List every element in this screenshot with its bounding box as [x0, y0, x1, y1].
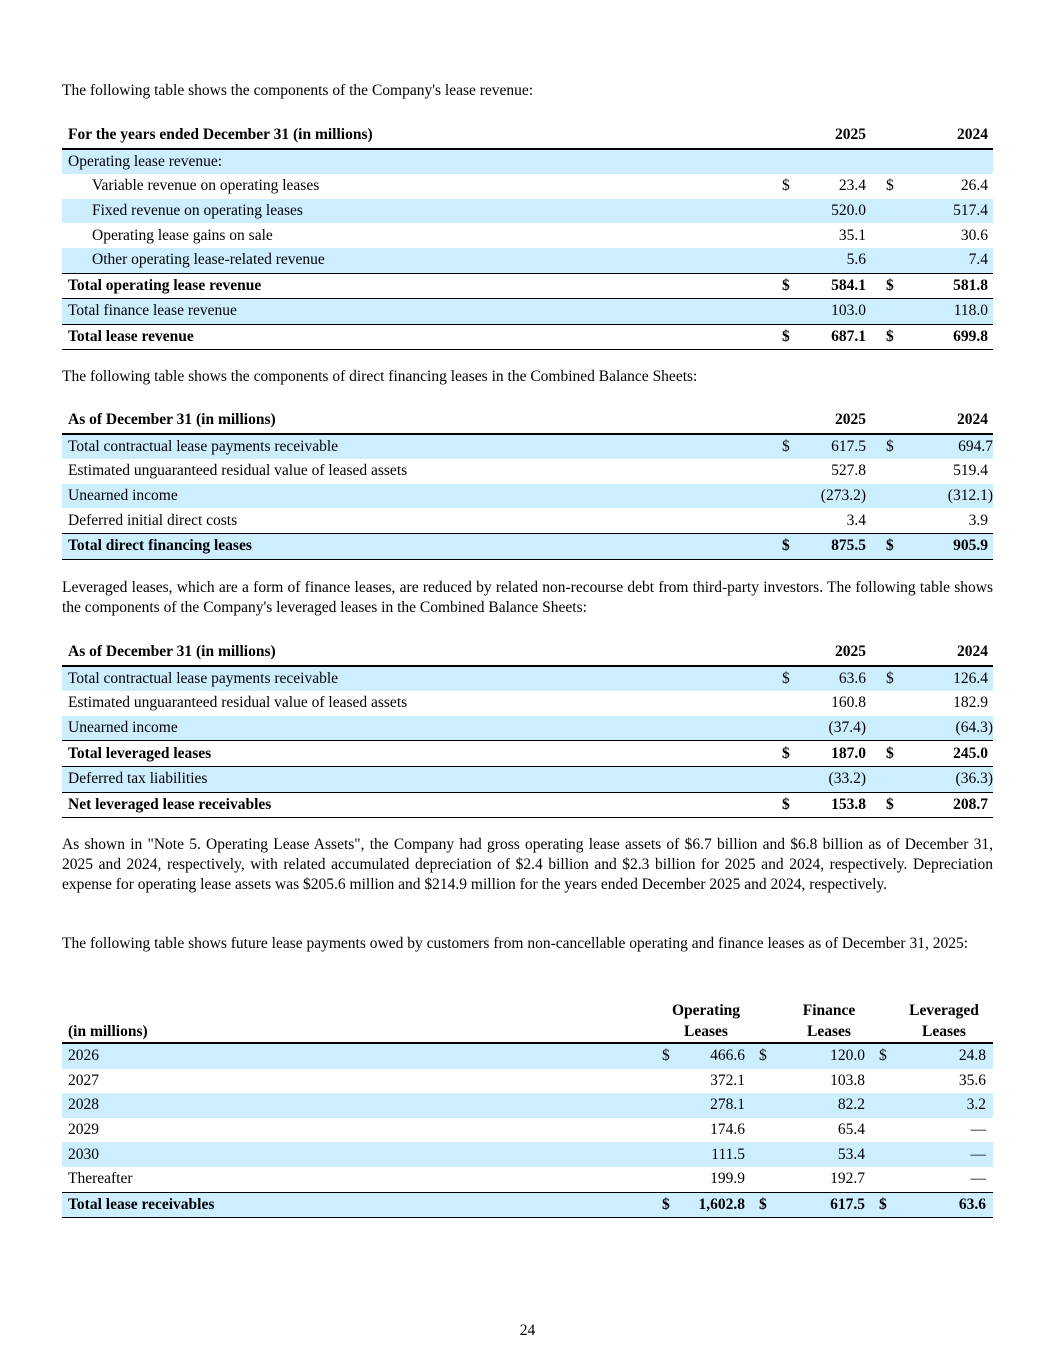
leveraged-leases-table	[62, 640, 993, 818]
table-row: Variable revenue on operating leases $ 23.4 $ 26.4	[92, 177, 988, 195]
lease-revenue-table	[62, 123, 993, 350]
intro-direct-financing: The following table shows the components of direct financing leases in the Combined Balance Sheets:	[62, 368, 698, 385]
table-row: Total finance lease revenue 103.0 118.0	[62, 299, 993, 325]
table-row: 2027 372.1 103.8 35.6	[68, 1071, 986, 1089]
header-operating-leases: Operating Leases	[662, 996, 745, 1043]
table-row: Total contractual lease payments receivable $ 63.6 $ 126.4	[62, 666, 993, 692]
table-row: Estimated unguaranteed residual value of leased assets 160.8 182.9	[68, 694, 988, 712]
page-number: 24	[519, 1322, 536, 1339]
table-row: Unearned income (37.4) (64.3)	[62, 716, 993, 741]
table-header-row: (in millions) Operating Leases Finance Leases Leveraged Leases	[62, 996, 993, 1043]
table-row: Estimated unguaranteed residual value of leased assets 527.8 519.4	[68, 462, 988, 480]
future-payments-table	[62, 996, 993, 1218]
header-finance-leases: Finance Leases	[745, 996, 865, 1043]
table-row: Total contractual lease payments receivable $ 617.5 $ 694.7	[62, 434, 993, 460]
table-row: Fixed revenue on operating leases 520.0 517.4	[62, 199, 993, 224]
table-row-total: Total direct financing leases $ 875.5 $ 905.9	[62, 533, 993, 559]
header-label: For the years ended December 31 (in millions)	[62, 123, 782, 149]
table-row: Deferred tax liabilities (33.2) (36.3)	[62, 766, 993, 792]
intro-lease-revenue: The following table shows the components of the Company's lease revenue:	[62, 82, 534, 99]
table-row: 2030 111.5 53.4 —	[62, 1142, 993, 1167]
intro-future-payments: The following table shows future lease payments owed by customers from non-cancellable operating and finance leases as of December 31, 2025:	[62, 935, 969, 952]
table-row: Operating lease revenue:	[62, 149, 993, 175]
table-row-total: Total lease receivables $ 1,602.8 $ 617.5 $ 63.6	[62, 1192, 993, 1218]
intro-leveraged: Leveraged leases, which are a form of finance leases, are reduced by related non-recourse debt from third-party investors. The following table shows the components of the Company's leveraged leases in the Combined Balance Sheets:	[62, 579, 993, 616]
table-header-row: As of December 31 (in millions) 2025 2024	[62, 408, 993, 434]
table-row-total: Total leveraged leases $ 187.0 $ 245.0	[62, 741, 993, 767]
table-row: Other operating lease-related revenue 5.6 7.4	[62, 248, 993, 273]
header-year: 2025	[802, 123, 866, 149]
table-row: Deferred initial direct costs 3.4 3.9	[68, 511, 988, 529]
header-year: 2024	[886, 123, 993, 149]
table-header-row: As of December 31 (in millions) 2025 2024	[62, 640, 993, 666]
direct-financing-table	[62, 408, 993, 560]
table-header-row	[62, 123, 993, 149]
table-row: Operating lease gains on sale 35.1 30.6	[92, 226, 988, 244]
note-paragraph: As shown in "Note 5. Operating Lease Assets", the Company had gross operating lease assets of $6.7 billion and $6.8 billion as of December 31, 2025 and 2024, respectively, with related accumulated depreciation of $2.4 billion and $2.3 billion for 2025 and 2024, respectively. Depreciation expense for operating lease assets was $205.6 million and $214.9 million for the years ended December 2025 and 2024, respectively.	[62, 836, 993, 893]
table-row: 2029 174.6 65.4 —	[68, 1121, 986, 1139]
table-row: Unearned income (273.2) (312.1)	[62, 484, 993, 509]
table-row: 2028 278.1 82.2 3.2	[62, 1093, 993, 1118]
table-row-total: Total lease revenue $ 687.1 $ 699.8	[62, 324, 993, 350]
table-row: 2026 $ 466.6 $ 120.0 $ 24.8	[62, 1043, 993, 1069]
table-row-total: Net leveraged lease receivables $ 153.8 $ 208.7	[62, 792, 993, 818]
header-leveraged-leases: Leveraged Leases	[865, 996, 993, 1043]
table-row-total: Total operating lease revenue $ 584.1 $ 581.8	[62, 273, 993, 299]
table-row: Thereafter 199.9 192.7 —	[68, 1170, 986, 1188]
